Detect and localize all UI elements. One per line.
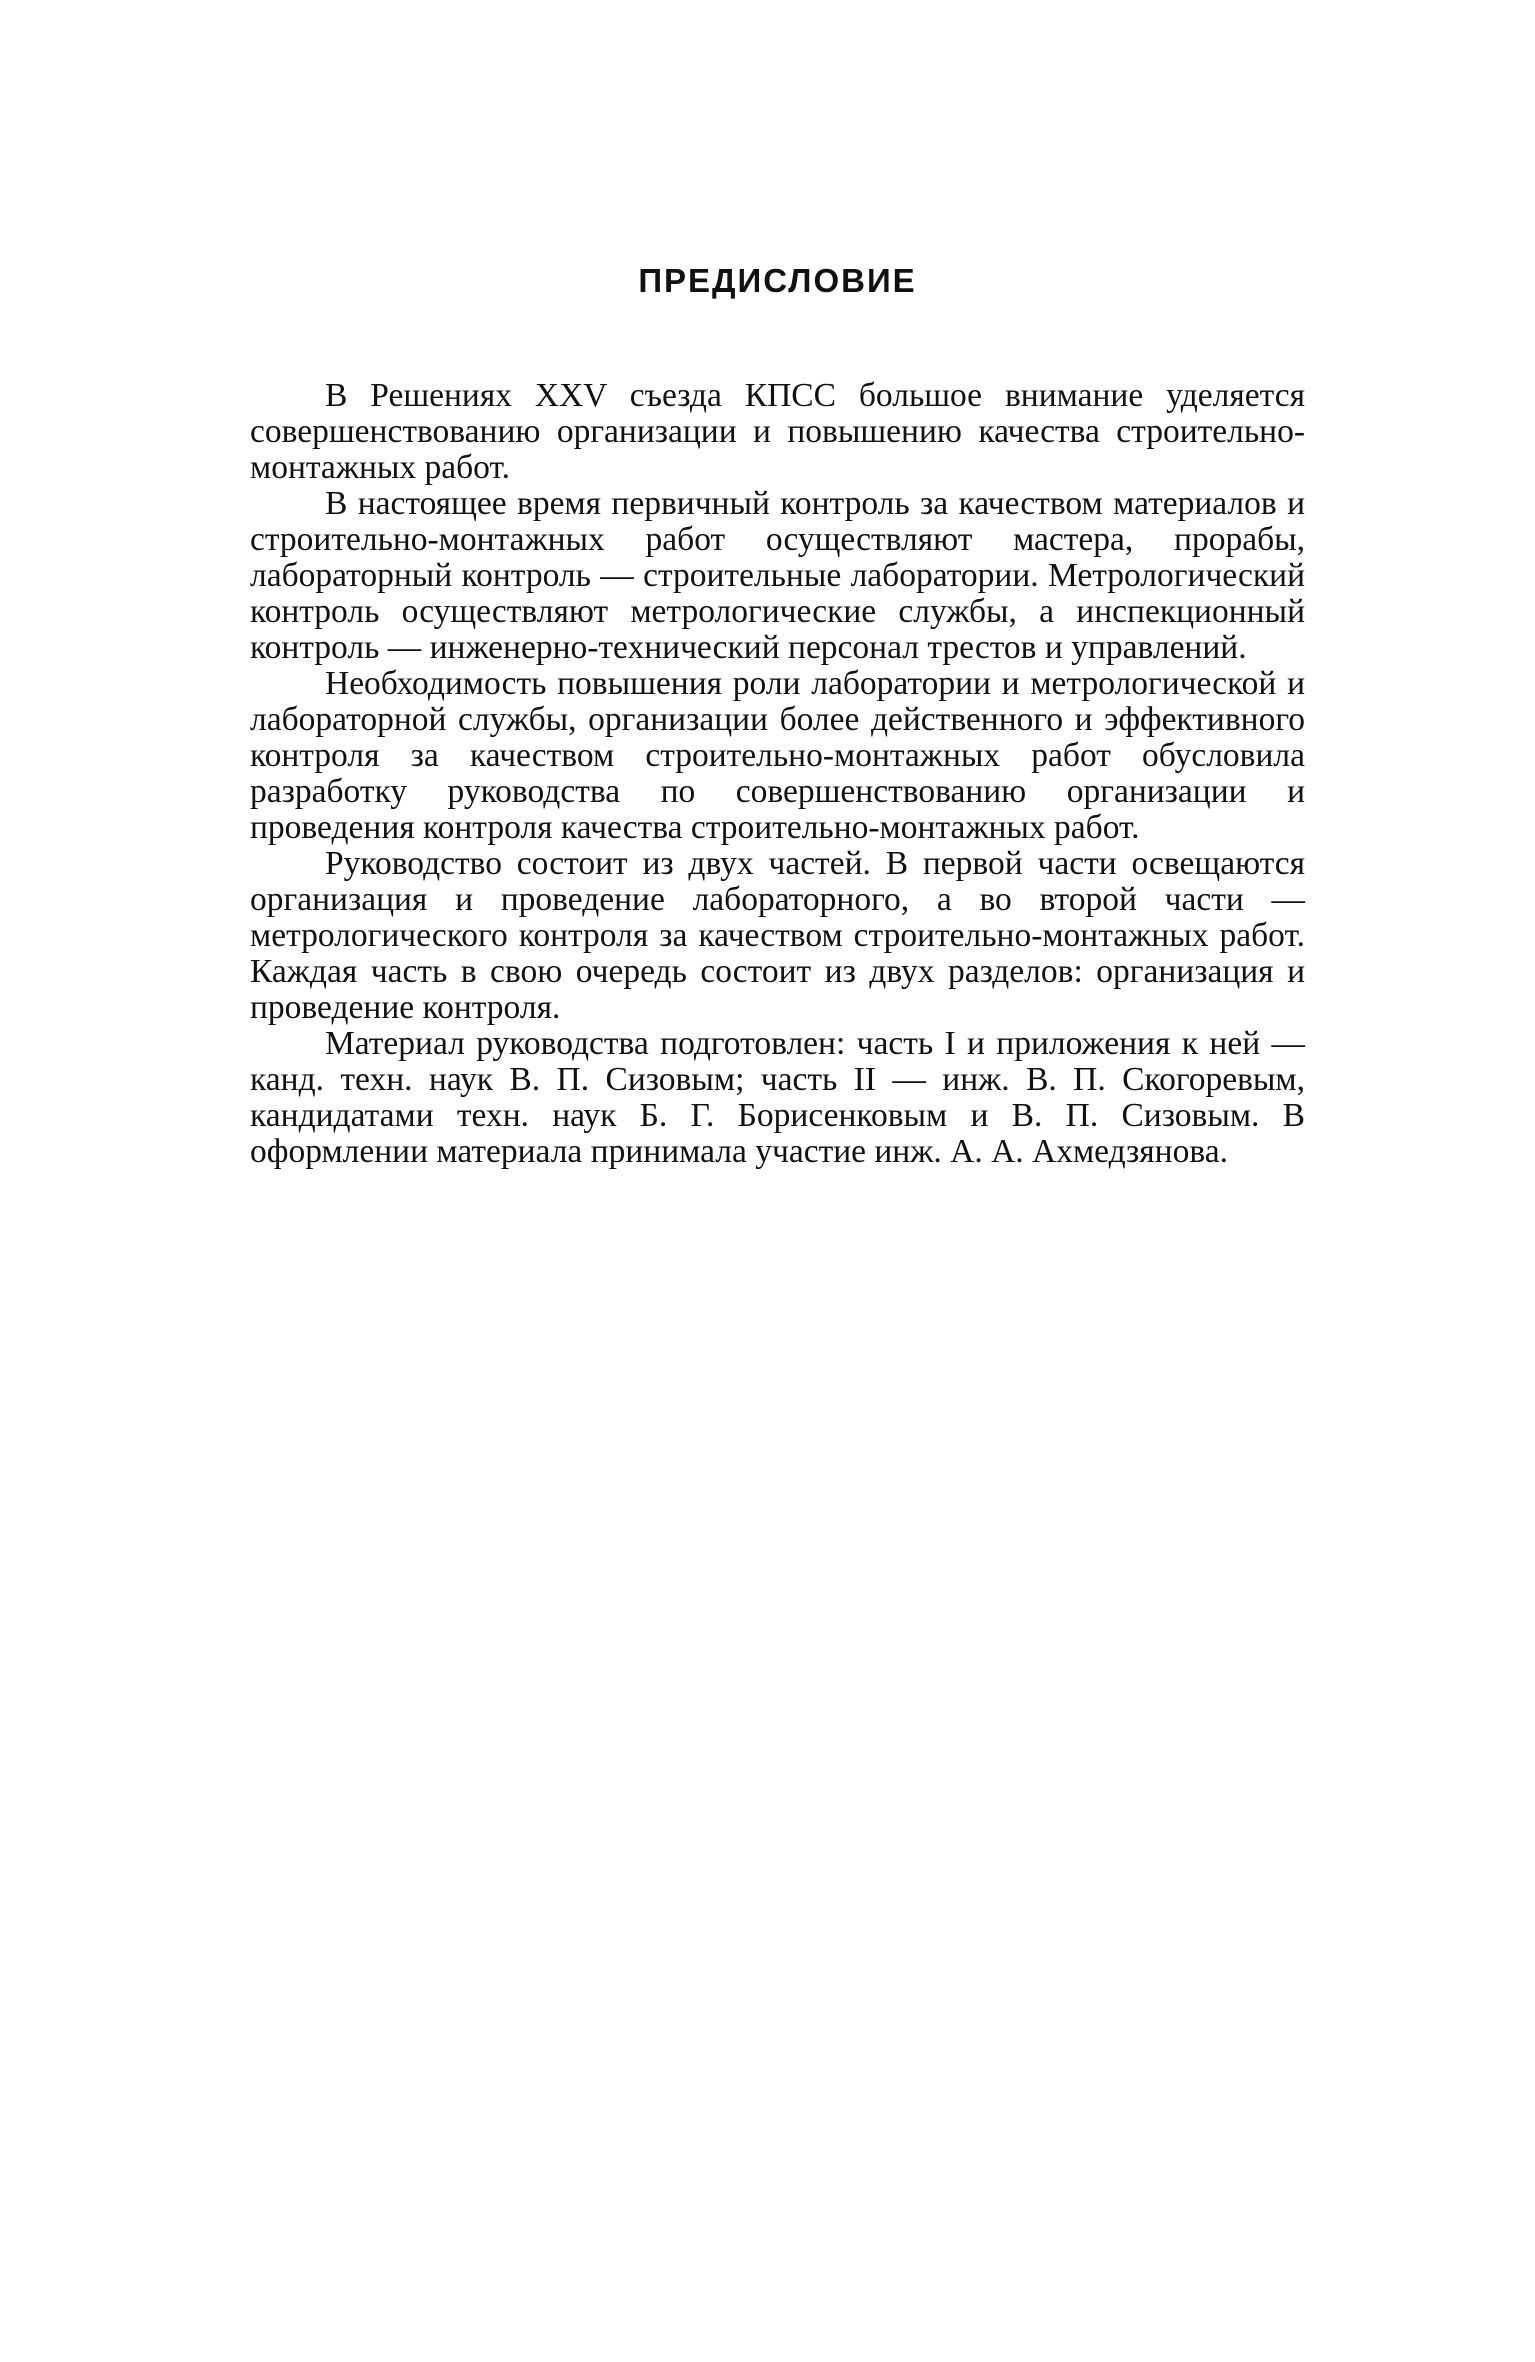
page-title: ПРЕДИСЛОВИЕ [638, 262, 917, 299]
paragraph-4: Руководство состоит из двух частей. В первой части освещаются организация и проведение лабораторного, а во второй части — метрологического контроля за качеством строительно-монтажных работ. Каждая часть в свою очередь состоит из двух разделов: организация и проведение контроля. [250, 845, 1305, 1026]
paragraph-1: В Решениях XXV съезда КПСС большое внимание уделяется совершенствованию организации и повышению качества строительно-монтажных работ. [250, 377, 1305, 486]
paragraph-5: Материал руководства подготовлен: часть I и приложения к ней — канд. техн. наук В. П. Сизовым; часть II — инж. В. П. Скогоревым, кандидатами техн. наук Б. Г. Борисенковым и В. П. Сизовым. В оформлении материала принимала участие инж. А. А. Ахмедзянова. [250, 1025, 1305, 1170]
paragraph-2: В настоящее время первичный контроль за качеством материалов и строительно-монтажных работ осуществляют мастера, прорабы, лабораторный контроль — строительные лаборатории. Метрологический контроль осуществляют метрологические службы, а инспекционный контроль — инженерно-технический персонал трестов и управлений. [250, 485, 1305, 666]
paragraph-3: Необходимость повышения роли лаборатории и метрологической и лабораторной службы, организации более действенного и эффективного контроля за качеством строительно-монтажных работ обусловила разработку руководства по совершенствованию организации и проведения контроля качества строительно-монтажных работ. [250, 665, 1305, 846]
preface-body [250, 378, 1305, 1170]
